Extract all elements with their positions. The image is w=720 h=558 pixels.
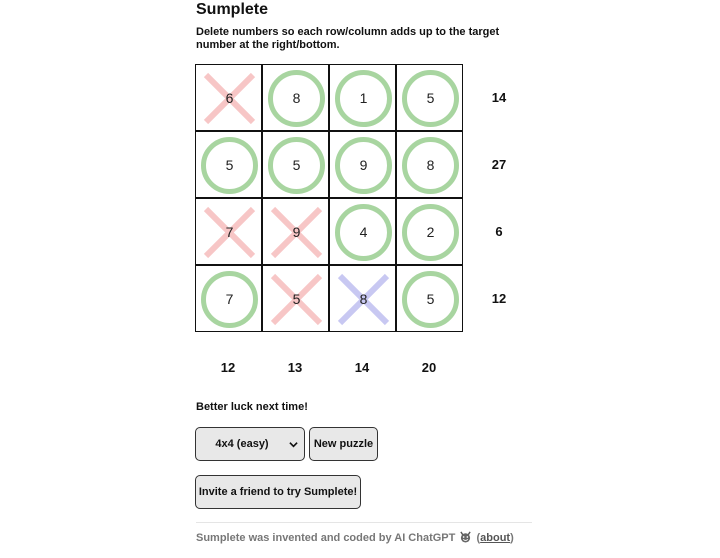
grid-cell[interactable] bbox=[262, 64, 329, 131]
grid-cell[interactable] bbox=[329, 131, 396, 198]
grid-cell[interactable] bbox=[396, 64, 463, 131]
grid-cell[interactable] bbox=[195, 198, 262, 265]
cell-number: 5 bbox=[292, 157, 301, 173]
invite-friend-button[interactable]: Invite a friend to try Sumplete! bbox=[195, 475, 361, 509]
cell-number: 9 bbox=[292, 224, 301, 240]
column-target: 14 bbox=[354, 360, 370, 375]
grid-cell[interactable] bbox=[329, 265, 396, 332]
grid-cell[interactable] bbox=[195, 64, 262, 131]
cell-number: 2 bbox=[426, 224, 435, 240]
row-target: 27 bbox=[491, 157, 507, 172]
footer-divider bbox=[196, 522, 532, 523]
result-message: Better luck next time! bbox=[196, 401, 308, 413]
cell-number: 8 bbox=[359, 291, 368, 307]
cell-number: 1 bbox=[359, 90, 368, 106]
about-paren-close: ) bbox=[510, 532, 514, 544]
about-paren-open: ( bbox=[476, 532, 481, 544]
cell-number: 7 bbox=[225, 224, 234, 240]
cell-number: 5 bbox=[426, 90, 435, 106]
grid-cell[interactable] bbox=[329, 64, 396, 131]
row-target: 12 bbox=[491, 291, 507, 306]
row-target: 6 bbox=[495, 224, 503, 239]
page-title: Sumplete bbox=[196, 1, 269, 18]
puzzle-grid bbox=[195, 64, 466, 335]
grid-cell[interactable] bbox=[396, 198, 463, 265]
grid-cell[interactable] bbox=[262, 131, 329, 198]
cell-number: 8 bbox=[292, 90, 301, 106]
grid-cell[interactable] bbox=[262, 198, 329, 265]
footer bbox=[196, 531, 514, 544]
puzzle-size-select[interactable] bbox=[195, 427, 305, 461]
grid-cell[interactable] bbox=[262, 265, 329, 332]
chevron-down-icon bbox=[289, 440, 298, 449]
cell-number: 4 bbox=[359, 224, 368, 240]
new-puzzle-button[interactable]: New puzzle bbox=[309, 427, 378, 461]
grid-cell[interactable] bbox=[195, 265, 262, 332]
column-target: 20 bbox=[421, 360, 437, 375]
grid-cell[interactable] bbox=[329, 198, 396, 265]
cell-number: 8 bbox=[426, 157, 435, 173]
devil-smile-icon bbox=[459, 531, 472, 543]
cell-number: 5 bbox=[225, 157, 234, 173]
puzzle-size-value: 4x4 (easy) bbox=[215, 438, 269, 450]
cell-number: 9 bbox=[359, 157, 368, 173]
cell-number: 7 bbox=[225, 291, 234, 307]
row-target: 14 bbox=[491, 90, 507, 105]
grid-cell[interactable] bbox=[396, 131, 463, 198]
about-link[interactable]: about bbox=[480, 532, 511, 544]
footer-credit-text: Sumplete was invented and coded by AI ChatGPT bbox=[196, 532, 456, 544]
cell-number: 6 bbox=[225, 90, 234, 106]
column-target: 12 bbox=[220, 360, 236, 375]
grid-cell[interactable] bbox=[396, 265, 463, 332]
cell-number: 5 bbox=[426, 291, 435, 307]
grid-cell[interactable] bbox=[195, 131, 262, 198]
cell-number: 5 bbox=[292, 291, 301, 307]
column-target: 13 bbox=[287, 360, 303, 375]
instructions-text: Delete numbers so each row/column adds up to the target number at the right/bottom. bbox=[196, 26, 500, 51]
